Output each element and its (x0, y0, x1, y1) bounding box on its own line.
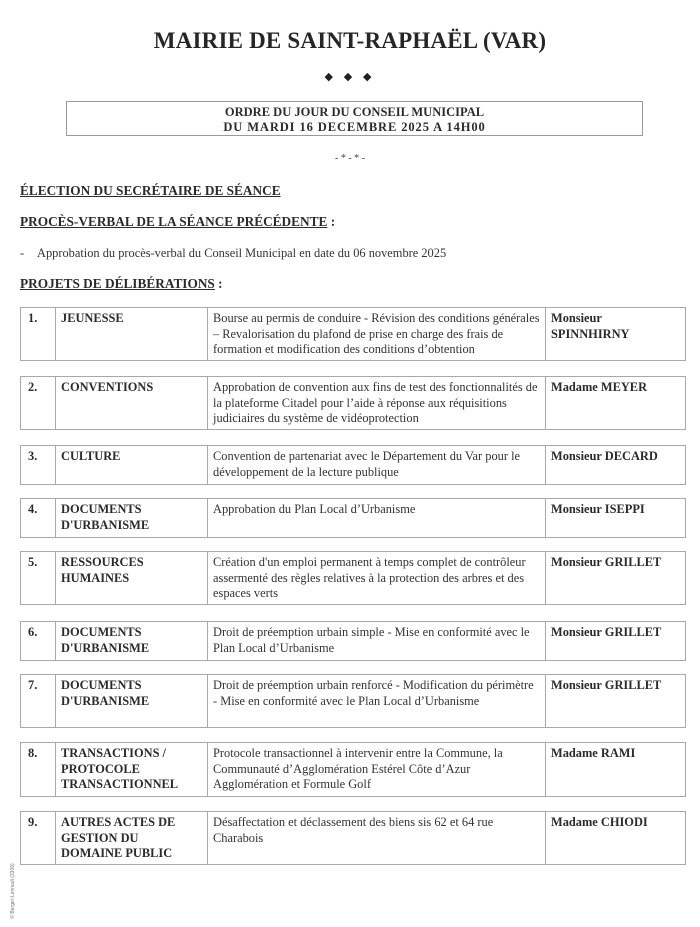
item-rapporteur: Madame MEYER (551, 380, 648, 394)
item-rapporteur: Monsieur GRILLET (551, 555, 662, 569)
item-category: CULTURE (56, 446, 208, 484)
separator: - * - * - (335, 153, 365, 164)
item-description: Bourse au permis de conduire - Révision des conditions générales – Revalorisation du plafond de prise en charge des frais de formation et modification des conditions d’obtention (208, 308, 546, 360)
item-category: DOCUMENTS D'URBANISME (56, 675, 208, 727)
item-rapporteur: Monsieur SPINNHIRNY (551, 311, 630, 341)
item-rapporteur: Monsieur DECARD (551, 449, 658, 463)
item-rapporteur: Madame CHIODI (551, 815, 648, 829)
agenda-item (20, 498, 686, 538)
bullet-dash: - (20, 246, 25, 260)
proces-verbal-bullet-text: Approbation du procès-verbal du Conseil Municipal en date du 06 novembre 2025 (37, 246, 447, 260)
section-projets-suffix: : (214, 276, 223, 291)
agenda-item (20, 811, 686, 865)
agenda-header-box (66, 101, 643, 136)
item-description: Approbation du Plan Local d’Urbanisme (208, 499, 546, 537)
item-category: AUTRES ACTES DE GESTION DU DOMAINE PUBLIC (56, 812, 208, 864)
item-number: 9. (21, 812, 56, 864)
item-category: RESSOURCES HUMAINES (56, 552, 208, 604)
agenda-item (20, 621, 686, 661)
item-rapporteur: Monsieur ISEPPI (551, 502, 645, 516)
item-category: JEUNESSE (56, 308, 208, 360)
publisher-footer-note: © Berger-Levrault (3309) (10, 863, 16, 919)
item-number: 6. (21, 622, 56, 660)
item-number: 1. (21, 308, 56, 360)
item-number: 5. (21, 552, 56, 604)
agenda-item (20, 445, 686, 485)
item-number: 7. (21, 675, 56, 727)
section-election-label: ÉLECTION DU SECRÉTAIRE DE SÉANCE (20, 183, 281, 198)
agenda-header-date: DU MARDI 16 DECEMBRE 2025 A 14H00 (223, 120, 486, 134)
item-category: CONVENTIONS (56, 377, 208, 429)
item-number: 8. (21, 743, 56, 796)
item-category: DOCUMENTS D'URBANISME (56, 499, 208, 537)
section-election (20, 183, 281, 199)
item-category: TRANSACTIONS / PROTOCOLE TRANSACTIONNEL (56, 743, 208, 796)
item-number: 4. (21, 499, 56, 537)
section-projets (20, 276, 223, 292)
agenda-item (20, 551, 686, 605)
item-description: Convention de partenariat avec le Département du Var pour le développement de la lecture publique (208, 446, 546, 484)
section-proces-verbal (20, 214, 335, 230)
section-proces-verbal-label: PROCÈS-VERBAL DE LA SÉANCE PRÉCÉDENTE (20, 214, 328, 229)
agenda-header-line1: ORDRE DU JOUR DU CONSEIL MUNICIPAL (224, 105, 485, 119)
agenda-item (20, 307, 686, 361)
agenda-item (20, 674, 686, 728)
item-description: Droit de préemption urbain simple - Mise en conformité avec le Plan Local d’Urbanisme (208, 622, 546, 660)
section-projets-label: PROJETS DE DÉLIBÉRATIONS (20, 276, 215, 291)
item-description: Désaffectation et déclassement des biens sis 62 et 64 rue Charabois (208, 812, 546, 864)
item-description: Protocole transactionnel à intervenir entre la Commune, la Communauté d’Agglomération Estérel Côte d’Azur Agglomération et Formule Golf (208, 743, 546, 796)
item-rapporteur: Monsieur GRILLET (551, 625, 662, 639)
agenda-item (20, 742, 686, 797)
item-description: Création d'un emploi permanent à temps complet de contrôleur assermenté des règles relatives à la protection des arbres et des espaces verts (208, 552, 546, 604)
item-description: Approbation de convention aux fins de test des fonctionnalités de la plateforme Citadel pour l’aide à réponse aux réquisitions judiciaires du système de vidéoprotection (208, 377, 546, 429)
page-title: MAIRIE DE SAINT-RAPHAËL (VAR) (153, 28, 547, 53)
proces-verbal-bullet (20, 246, 446, 261)
agenda-item (20, 376, 686, 430)
item-description: Droit de préemption urbain renforcé - Modification du périmètre - Mise en conformité avec le Plan Local d’Urbanisme (208, 675, 546, 727)
diamond-ornament-icon: ◆ ◆ ◆ (324, 71, 376, 83)
item-rapporteur: Madame RAMI (551, 746, 636, 760)
item-number: 2. (21, 377, 56, 429)
item-category: DOCUMENTS D'URBANISME (56, 622, 208, 660)
section-proces-verbal-suffix: : (327, 214, 336, 229)
item-number: 3. (21, 446, 56, 484)
item-rapporteur: Monsieur GRILLET (551, 678, 662, 692)
